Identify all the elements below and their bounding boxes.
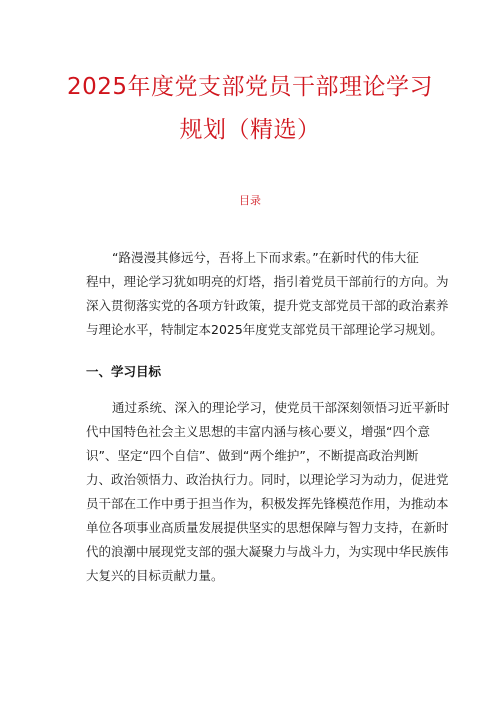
paragraph-line: 力、政治领悟力、政治执行力。同时，以理论学习为动力，促进党 <box>86 472 449 487</box>
paragraph-line: 大复兴的目标贡献力量。 <box>86 568 224 583</box>
paragraph-line: 识”、坚定“四个自信”、做到“两个维护”，不断提高政治判断 <box>86 448 419 463</box>
intro-paragraph <box>86 246 449 342</box>
section-heading-learning-goals: 一、学习目标 <box>86 364 162 379</box>
paragraph-line: 通过系统、深入的理论学习，使党员干部深刻领悟习近平新时 <box>112 400 450 415</box>
paragraph-line: 代的浪潮中展现党支部的强大凝聚力与战斗力，为实现中华民族伟 <box>86 544 449 559</box>
paragraph-line: 与理论水平，特制定本2025年度党支部党员干部理论学习规划。 <box>86 322 443 337</box>
paragraph-line: 代中国特色社会主义思想的丰富内涵与核心要义，增强“四个意 <box>86 424 430 439</box>
paragraph-line: 深入贯彻落实党的各项方针政策，提升党支部党员干部的政治素养 <box>86 298 449 313</box>
table-of-contents-label: 目录 <box>239 194 261 207</box>
paragraph-line: 员干部在工作中勇于担当作为，积极发挥先锋模范作用，为推动本 <box>86 496 449 511</box>
paragraph-line: “路漫漫其修远兮，吾将上下而求索。”在新时代的伟大征 <box>112 250 419 265</box>
paragraph-line: 程中，理论学习犹如明亮的灯塔，指引着党员干部前行的方向。为 <box>86 274 449 289</box>
paragraph-line: 单位各项事业高质量发展提供坚实的思想保障与智力支持，在新时 <box>86 520 449 535</box>
document-title-line-2: 规划（精选） <box>179 117 321 143</box>
learning-goals-paragraph <box>86 396 450 588</box>
document-title-line-1: 2025年度党支部党员干部理论学习 <box>66 74 434 100</box>
